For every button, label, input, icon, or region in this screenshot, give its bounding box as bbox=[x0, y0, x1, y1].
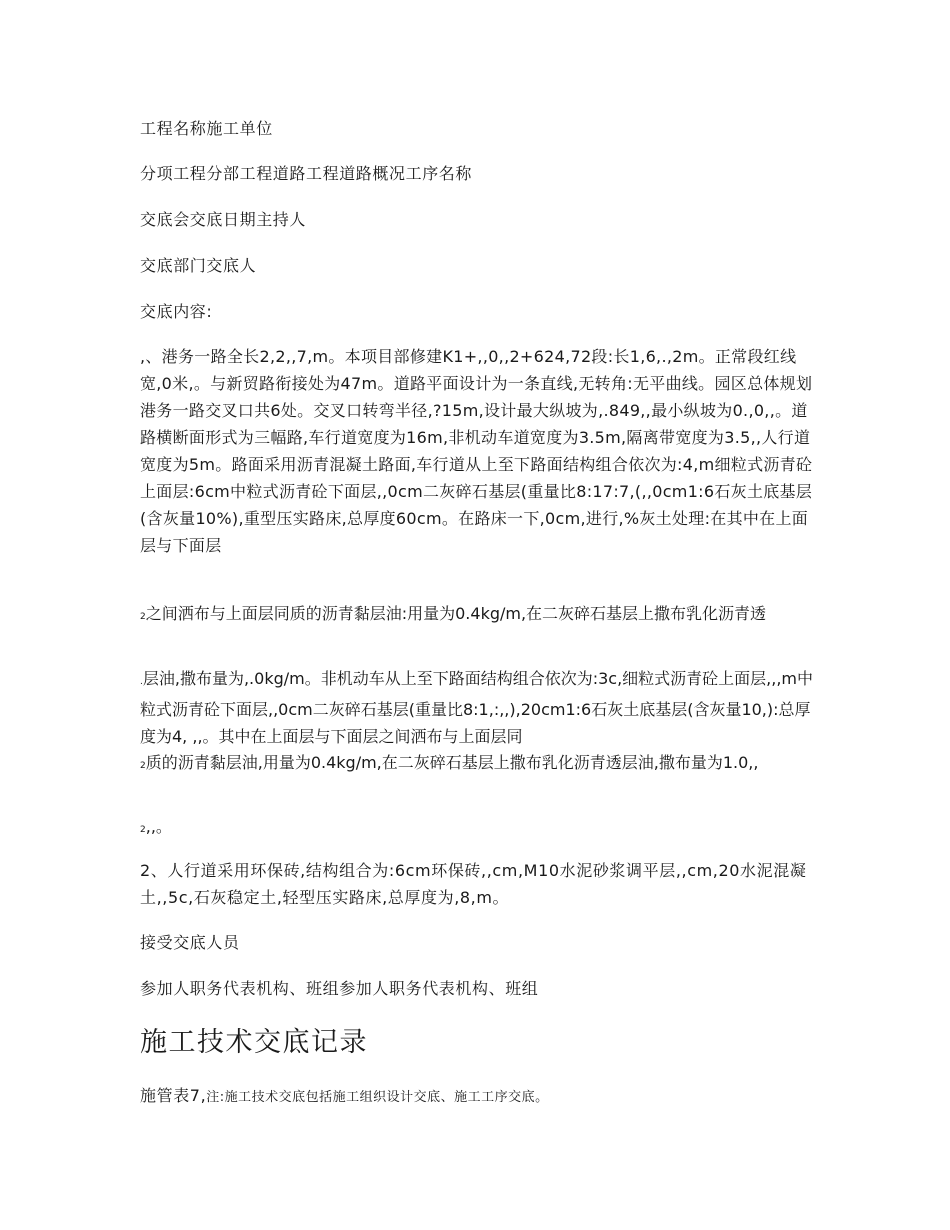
body-paragraph-5 bbox=[140, 813, 820, 844]
paragraph-5-mark: 2 bbox=[140, 825, 146, 835]
body-paragraph-3 bbox=[140, 665, 820, 750]
body-paragraph-1: ,、港务一路全长2,2,,7,m。本项目部修建K1+,,0,,2+624,72段:长1,6,.,2m。正常段红线宽,0米,。与新贸路衔接处为47m。道路平面设计为一条直线,无转角:无平曲线。园区总体规划港务一路交叉口共6处。交叉口转弯半径,?15m,设计最大纵坡为,.849,,最小纵坡为0.,0,,。道路横断面形式为三幅路,车行道宽度为16m,非机动车道宽度为3.5m,隔离带宽度为3.5,,人行道宽度为5m。路面采用沥青混凝土路面,车行道从上至下路面结构组合依次为:4,m细粒式沥青砼上面层:6cm中粒式沥青砼下面层,,0cm二灰碎石基层(重量比8:17:7,(,,0cm1:6石灰土底基层(含灰量10%),重型压实路床,总厚度60cm。在路床一下,0cm,进行,%灰土处理:在其中在上面层与下面层 bbox=[140, 347, 813, 555]
paragraph-2-mark: 2 bbox=[140, 612, 146, 622]
department-line: 交底部门交底人 bbox=[140, 256, 257, 275]
paragraph-5-text: ,,。 bbox=[145, 817, 172, 836]
content-label: 交底内容: bbox=[140, 302, 213, 321]
paragraph-3-text: 层油,撒布量为,.0kg/m。非机动车从上至下路面结构组合依次为:3c,细粒式沥青砼上面层,,,m中粒式沥青砼下面层,,0cm二灰碎石基层(重量比8:1,:,,),20cm1:6石灰土底基层(含灰量10,):总厚度为4, ,,。其中在上面层与下面层之间洒布与上面层同 bbox=[140, 669, 814, 746]
body-paragraph-4 bbox=[140, 749, 820, 780]
paragraph-3-mark: . bbox=[140, 677, 143, 687]
body-paragraph-2 bbox=[140, 600, 820, 631]
meeting-line: 交底会交底日期主持人 bbox=[140, 210, 307, 229]
participants-line: 参加人职务代表机构、班组参加人职务代表机构、班组 bbox=[140, 979, 539, 998]
note-prefix: 施管表7, bbox=[140, 1086, 207, 1105]
page-title: 施工技术交底记录 bbox=[140, 1027, 368, 1058]
paragraph-4-text: 质的沥青黏层油,用量为0.4kg/m,在二灰碎石基层上撒布乳化沥青透层油,撒布量为1.0,, bbox=[145, 753, 759, 772]
subproject-line: 分项工程分部工程道路工程道路概况工序名称 bbox=[140, 164, 473, 183]
paragraph-4-mark: 2 bbox=[140, 761, 146, 771]
note-line bbox=[140, 1082, 549, 1111]
body-paragraph-6: 2、人行道采用环保砖,结构组合为:6cm环保砖,,cm,M10水泥砂浆调平层,,cm,20水泥混凝土,,5c,石灰稳定土,轻型压实路床,总厚度为,8,m。 bbox=[140, 861, 807, 907]
project-name-line: 工程名称施工单位 bbox=[140, 119, 273, 138]
paragraph-2-text: 之间洒布与上面层同质的沥青黏层油:用量为0.4kg/m,在二灰碎石基层上撒布乳化沥青透 bbox=[145, 604, 767, 623]
receivers-line: 接受交底人员 bbox=[140, 933, 240, 952]
note-text: 注:施工技术交底包括施工组织设计交底、施工工序交底。 bbox=[206, 1090, 549, 1105]
